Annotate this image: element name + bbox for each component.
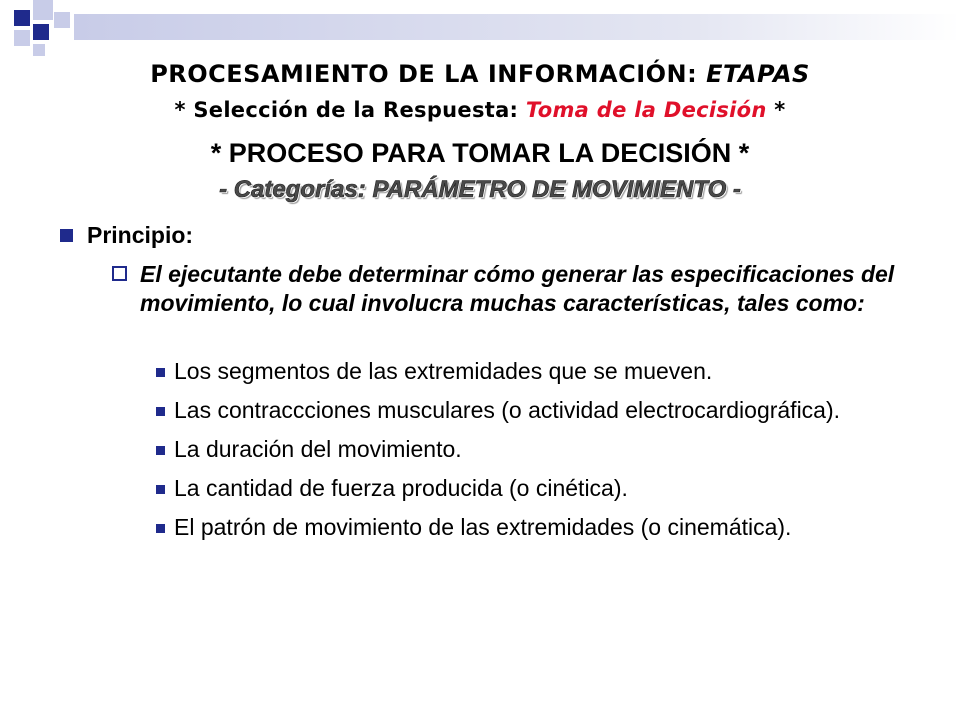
- decor-square: [33, 0, 53, 20]
- list-item-text: Las contraccciones musculares (o actividad electrocardiográfica).: [174, 397, 841, 423]
- level2-item: [112, 260, 902, 318]
- hollow-square-bullet-icon: [112, 266, 127, 281]
- list-item: [156, 514, 876, 541]
- section-heading: * PROCESO PARA TOMAR LA DECISIÓN *: [210, 138, 750, 168]
- list-item-text: El patrón de movimiento de las extremidades (o cinemática).: [174, 514, 792, 540]
- level1-item: [60, 222, 193, 249]
- title-main: PROCESAMIENTO DE LA INFORMACIÓN:: [150, 60, 707, 88]
- decor-square: [33, 24, 49, 40]
- subtitle-highlight: Toma de la Decisión: [525, 98, 767, 122]
- square-bullet-icon: [156, 524, 165, 533]
- list-item: [156, 475, 876, 502]
- decor-square: [54, 12, 70, 28]
- list-item: [156, 397, 876, 424]
- square-bullet-icon: [156, 407, 165, 416]
- header-gradient-bar: [74, 14, 960, 40]
- square-bullet-icon: [156, 485, 165, 494]
- decor-square: [14, 10, 30, 26]
- square-bullet-icon: [156, 446, 165, 455]
- square-bullet-icon: [156, 368, 165, 377]
- category-heading: - Categorías: PARÁMETRO DE MOVIMIENTO -: [219, 176, 741, 203]
- list-item-text: Los segmentos de las extremidades que se mueven.: [174, 358, 713, 384]
- level3-list: [156, 358, 876, 553]
- list-item-text: La cantidad de fuerza producida (o cinética).: [174, 475, 628, 501]
- slide-subtitle: [0, 98, 960, 122]
- subtitle-prefix: * Selección de la Respuesta:: [174, 98, 526, 122]
- title-italic: ETAPAS: [706, 60, 810, 88]
- list-item-text: La duración del movimiento.: [174, 436, 462, 462]
- list-item: [156, 436, 876, 463]
- decor-square: [33, 44, 45, 56]
- level1-text: Principio:: [87, 222, 194, 248]
- decor-square: [14, 30, 30, 46]
- subtitle-suffix: *: [766, 98, 786, 122]
- list-item: [156, 358, 876, 385]
- level2-text: El ejecutante debe determinar cómo generar las especificaciones del movimiento, lo cual involucra muchas características, tales como:: [140, 261, 895, 316]
- square-bullet-icon: [60, 229, 73, 242]
- slide-title: [0, 60, 960, 88]
